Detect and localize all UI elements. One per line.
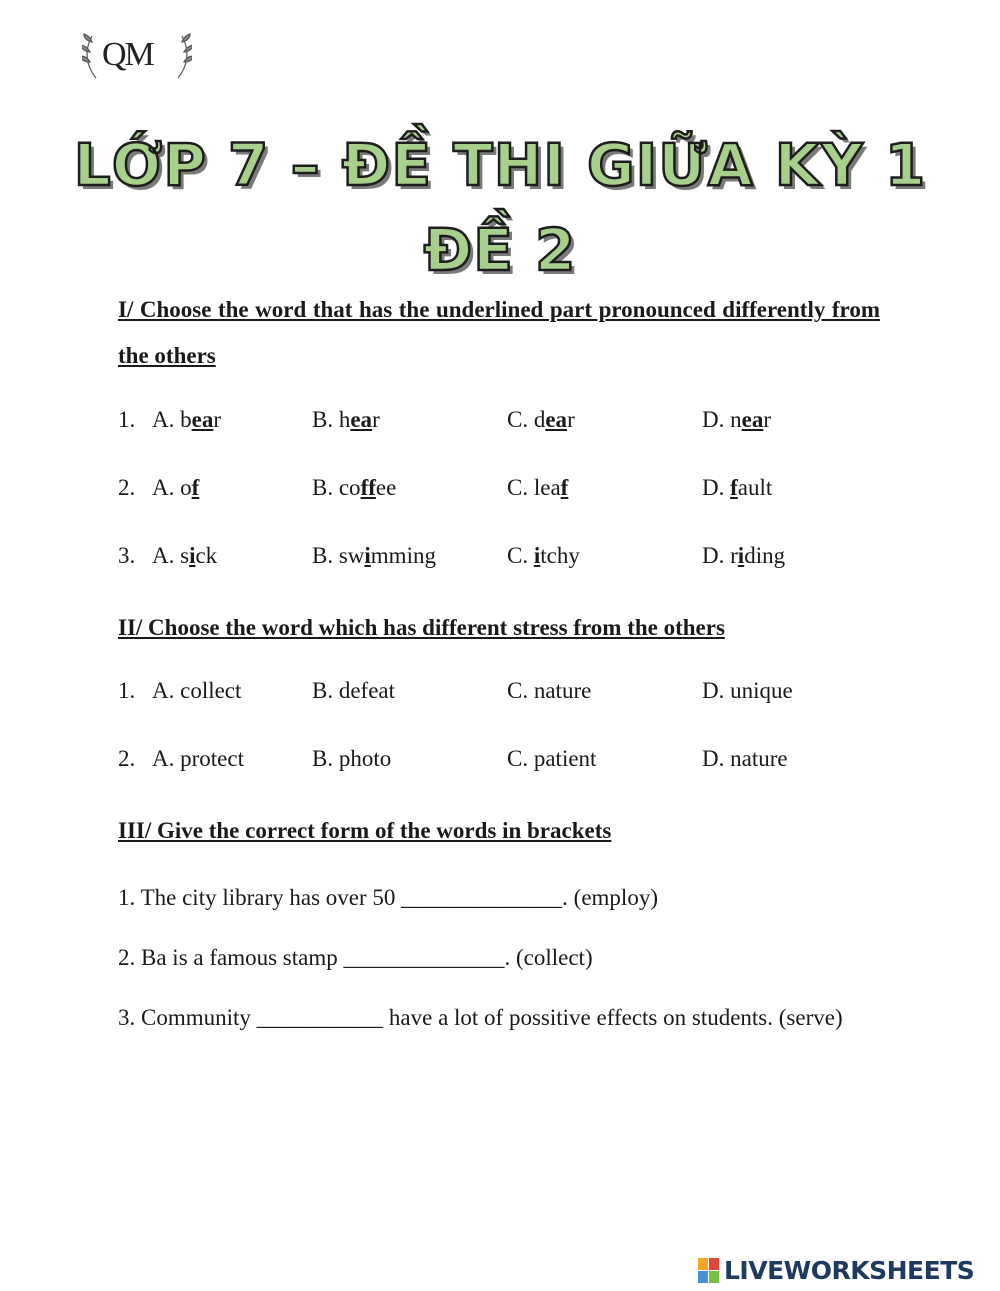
option-label: D. <box>702 475 731 500</box>
qm-logo <box>82 30 192 85</box>
answer-option[interactable] <box>702 407 771 433</box>
option-text: tchy <box>540 543 580 568</box>
option-text: ding <box>744 543 786 568</box>
option-label: A. <box>152 407 181 432</box>
question-row <box>118 746 888 778</box>
answer-option[interactable] <box>702 475 772 501</box>
underlined-part: f <box>191 475 200 500</box>
question-number: 1. <box>118 407 136 432</box>
option-text: o <box>180 475 192 500</box>
answer-option[interactable] <box>507 543 580 569</box>
option-text: r <box>567 407 575 432</box>
answer-option[interactable]: D. unique <box>702 678 793 703</box>
underlined-part: ea <box>741 407 764 432</box>
answer-option[interactable]: D. nature <box>702 746 788 771</box>
liveworksheets-brand: LIVEWORKSHEETS <box>724 1256 975 1285</box>
section-1-heading: I/ Choose the word that has the underlined part pronounced differently from the others <box>118 297 880 368</box>
section-3-heading: III/ Give the correct form of the words in brackets <box>118 818 612 843</box>
option-text: s <box>180 543 190 568</box>
option-text: b <box>180 407 192 432</box>
option-text: r <box>763 407 772 432</box>
option-text: d <box>533 407 546 432</box>
option-text: r <box>730 543 738 568</box>
option-label: D. <box>702 407 731 432</box>
answer-option[interactable] <box>152 407 221 433</box>
answer-option[interactable] <box>312 407 380 433</box>
answer-option[interactable]: A. protect <box>152 746 244 771</box>
answer-option[interactable] <box>312 475 396 501</box>
answer-option[interactable]: B. defeat <box>312 678 396 703</box>
underlined-part: ff <box>360 475 376 500</box>
underlined-part: i <box>533 543 541 568</box>
option-text: co <box>338 475 361 500</box>
option-label: D. <box>702 543 731 568</box>
option-text: mming <box>370 543 436 568</box>
answer-option[interactable] <box>312 543 436 569</box>
option-label: A. <box>152 475 181 500</box>
underlined-part: ea <box>545 407 568 432</box>
question-number: 2. <box>118 746 136 771</box>
answer-option[interactable] <box>702 543 785 569</box>
underlined-part: ea <box>191 407 214 432</box>
title-line-1: LỚP 7 – ĐỀ THI GIỮA KỲ 1 <box>73 131 927 199</box>
option-label: B. <box>312 475 339 500</box>
option-text: r <box>372 407 380 432</box>
option-label: B. <box>312 407 339 432</box>
option-text: ee <box>375 475 397 500</box>
option-label: C. <box>507 543 534 568</box>
logo-text: QM <box>102 36 153 73</box>
section-2-heading: II/ Choose the word which has different stress from the others <box>118 615 725 640</box>
question-row <box>118 407 888 439</box>
question-number: 3. <box>118 543 136 568</box>
answer-option[interactable] <box>507 475 568 501</box>
option-text: lea <box>533 475 561 500</box>
underlined-part: i <box>737 543 745 568</box>
underlined-part: f <box>560 475 569 500</box>
option-label: C. <box>507 407 534 432</box>
question-number: 1. <box>118 678 136 703</box>
answer-option[interactable]: B. photo <box>312 746 392 771</box>
question-row <box>118 678 888 710</box>
underlined-part: ea <box>350 407 373 432</box>
answer-option[interactable] <box>152 475 199 501</box>
option-text: r <box>213 407 222 432</box>
question-number: 2. <box>118 475 136 500</box>
option-label: C. <box>507 475 534 500</box>
option-text: n <box>730 407 742 432</box>
fill-in-sentence-1[interactable]: 1. The city library has over 50 ______________. (employ) <box>118 885 658 910</box>
option-text: h <box>338 407 351 432</box>
answer-option[interactable] <box>507 407 575 433</box>
option-text: sw <box>338 543 365 568</box>
option-label: B. <box>312 543 339 568</box>
underlined-part: i <box>189 543 196 568</box>
underlined-part: f <box>730 475 738 500</box>
option-text: ck <box>195 543 218 568</box>
answer-option[interactable]: A. collect <box>152 678 242 703</box>
question-row <box>118 475 888 507</box>
question-row <box>118 543 888 575</box>
underlined-part: i <box>364 543 371 568</box>
option-label: A. <box>152 543 181 568</box>
title-line-2: ĐỀ 2 <box>423 216 577 284</box>
fill-in-sentence-2[interactable]: 2. Ba is a famous stamp ______________. (collect) <box>118 945 593 970</box>
answer-option[interactable]: C. patient <box>507 746 597 771</box>
liveworksheets-blocks-icon <box>698 1258 720 1284</box>
fill-in-sentence-3[interactable]: 3. Community ___________ have a lot of possitive effects on students. (serve) <box>118 1005 843 1030</box>
option-text: ault <box>737 475 773 500</box>
answer-option[interactable] <box>152 543 217 569</box>
answer-option[interactable]: C. nature <box>507 678 592 703</box>
